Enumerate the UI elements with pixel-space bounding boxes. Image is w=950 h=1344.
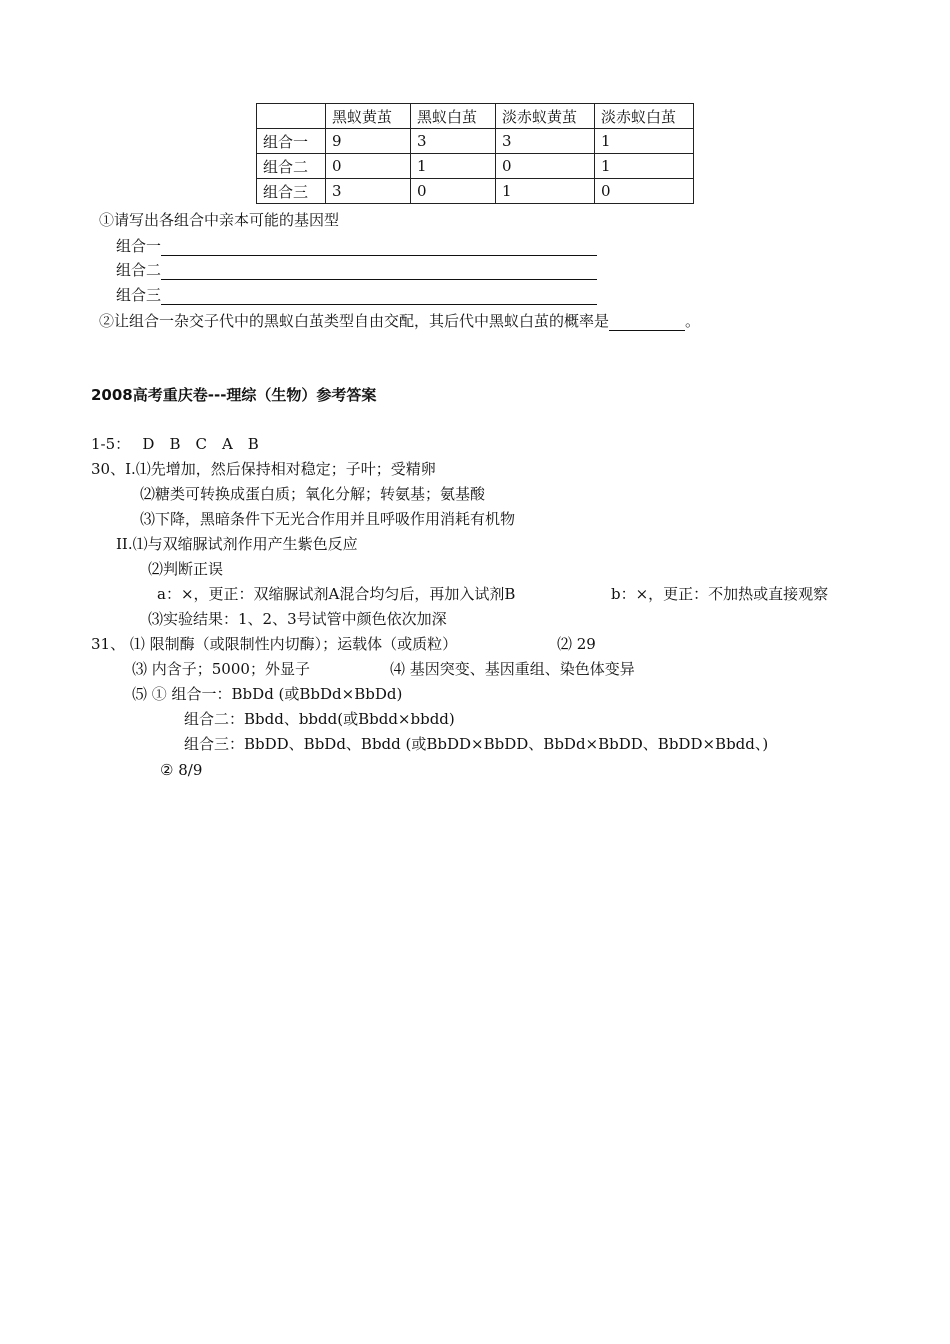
table-cell: 1 [595,154,694,179]
table-cell: 9 [326,129,411,154]
table-cell: 1 [595,129,694,154]
table-cell: 组合一 [257,129,326,154]
table-header-cell: 淡赤蚁白茧 [595,104,694,129]
answer-line: ⑵糖类可转换成蛋白质；氧化分解；转氨基；氨基酸 [140,485,486,503]
answer-line: 组合二：Bbdd、bbdd(或Bbdd×bbdd) [184,710,455,728]
phenotype-table [256,103,694,204]
table-cell: 0 [411,179,496,204]
table-cell: 3 [326,179,411,204]
combo1-blank[interactable] [161,239,597,256]
probability-blank[interactable] [609,314,685,331]
answer-line: ⑵ 29 [557,635,596,653]
combo2-answer-line [116,260,597,280]
answer-line: ② 8/9 [160,761,203,779]
table-cell: 组合二 [257,154,326,179]
answer-line: ⑶ 内含子；5000；外显子 [132,660,310,678]
table-cell: 组合三 [257,179,326,204]
combo3-blank[interactable] [161,288,597,305]
answer-line: 1-5： D B C A B [91,435,259,453]
table-cell: 1 [411,154,496,179]
answer-line: ⑷ 基因突变、基因重组、染色体变异 [390,660,635,678]
question-2-text: ②让组合一杂交子代中的黑蚁白茧类型自由交配，其后代中黑蚁白茧的概率是 [99,312,610,330]
answer-line: 组合三：BbDD、BbDd、Bbdd (或BbDD×BbDD、BbDd×BbDD、BbDD×Bbdd、) [184,735,769,753]
question-2-end: 。 [685,312,701,330]
table-header-cell: 黑蚁白茧 [411,104,496,129]
combo1-answer-line [116,236,597,256]
table-header-cell [257,104,326,129]
question-2 [99,311,700,331]
table-cell: 0 [496,154,595,179]
answers-title: 2008高考重庆卷---理综（生物）参考答案 [91,386,377,404]
combo3-answer-line [116,285,597,305]
table-header-cell: 淡赤蚁黄茧 [496,104,595,129]
table-cell: 1 [496,179,595,204]
question-1: ①请写出各组合中亲本可能的基因型 [99,211,340,229]
answer-line: II.⑴与双缩脲试剂作用产生紫色反应 [116,535,358,553]
table-cell: 0 [326,154,411,179]
combo3-label: 组合三 [116,286,162,304]
answer-line: 31、 ⑴ 限制酶（或限制性内切酶）；运载体（或质粒） [91,635,458,653]
table-cell: 0 [595,179,694,204]
table-cell: 3 [411,129,496,154]
answer-line: ⑶实验结果：1、2、3号试管中颜色依次加深 [148,610,447,628]
table-row [257,129,694,154]
answer-line: 30、I.⑴先增加，然后保持相对稳定；子叶；受精卵 [91,460,436,478]
table-row [257,154,694,179]
answer-line: ⑵判断正误 [148,560,224,578]
answer-line: ⑶下降，黑暗条件下无光合作用并且呼吸作用消耗有机物 [140,510,516,528]
combo2-label: 组合二 [116,261,162,279]
table-cell: 3 [496,129,595,154]
combo2-blank[interactable] [161,263,597,280]
answer-line: b：×，更正：不加热或直接观察 [611,585,829,603]
answer-line: a：×，更正：双缩脲试剂A混合均匀后，再加入试剂B [157,585,516,603]
combo1-label: 组合一 [116,237,162,255]
table-header-cell: 黑蚁黄茧 [326,104,411,129]
answer-line: ⑸ ① 组合一：BbDd (或BbDd×BbDd) [132,685,403,703]
table-header-row [257,104,694,129]
table-row [257,179,694,204]
